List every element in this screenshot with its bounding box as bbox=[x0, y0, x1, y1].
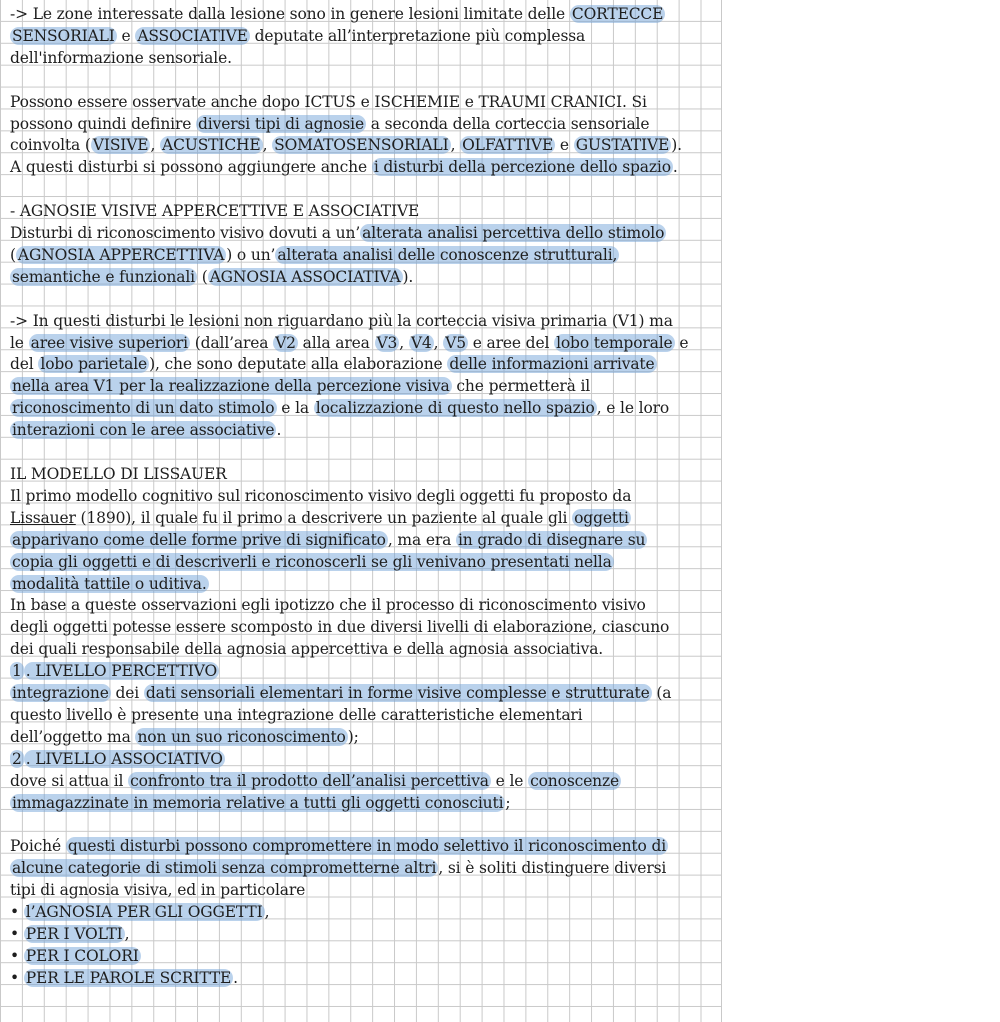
text: ); bbox=[347, 727, 359, 746]
text-line bbox=[10, 574, 710, 596]
text-line bbox=[10, 4, 710, 26]
level-number: 2 bbox=[12, 749, 22, 768]
list-item bbox=[10, 968, 710, 990]
text: ; bbox=[505, 793, 511, 812]
highlight: questi disturbi possono compromettere in modo selettivo il riconoscimento di bbox=[67, 837, 667, 856]
level-number: 1 bbox=[12, 662, 22, 681]
text-line: questo livello è presente una integrazione delle caratteristiche elementari bbox=[10, 705, 583, 724]
text-line bbox=[10, 333, 710, 355]
text-line bbox=[10, 135, 710, 157]
text: . bbox=[672, 158, 678, 177]
paragraph-lesions bbox=[10, 311, 710, 442]
highlight: diversi tipi di agnosie bbox=[198, 114, 364, 133]
highlight: nella area V1 per la realizzazione della percezione visiva bbox=[12, 377, 450, 396]
paragraph-cortical-zones bbox=[10, 4, 710, 70]
highlight: PER I COLORI bbox=[25, 946, 139, 965]
text-line bbox=[10, 157, 710, 179]
text: (a bbox=[651, 684, 672, 703]
text: e bbox=[116, 26, 136, 45]
text: che permetterà il bbox=[451, 377, 591, 396]
text: , bbox=[262, 136, 273, 155]
text: ) o un’ bbox=[226, 245, 276, 264]
text-line bbox=[10, 793, 710, 815]
highlight: GUSTATIVE bbox=[575, 136, 670, 155]
text-line: Possono essere osservate anche dopo ICTUS e ISCHEMIE e TRAUMI CRANICI. Si bbox=[10, 92, 647, 111]
blank-line bbox=[10, 289, 710, 311]
text: le bbox=[10, 333, 29, 352]
text-line: Il primo modello cognitivo sul riconoscimento visivo degli oggetti fu proposto da bbox=[10, 486, 632, 505]
highlight: lobo temporale bbox=[556, 333, 673, 352]
text: (1890), il quale fu il primo a descrivere un paziente al quale gli bbox=[75, 508, 573, 527]
text: coinvolta ( bbox=[10, 136, 91, 155]
text-line bbox=[10, 836, 710, 858]
highlight: PER I VOLTI bbox=[25, 924, 123, 943]
highlight: l’AGNOSIA PER GLI OGGETTI bbox=[25, 903, 263, 922]
paragraph-visual-agnosias bbox=[10, 201, 710, 289]
highlight: OLFATTIVE bbox=[462, 136, 554, 155]
text-line bbox=[10, 858, 710, 880]
level-heading bbox=[10, 749, 710, 771]
highlight: modalità tattile o uditiva. bbox=[12, 574, 207, 593]
text-line bbox=[10, 267, 710, 289]
text: deputate all’interpretazione più complessa bbox=[249, 26, 586, 45]
text-line bbox=[10, 771, 710, 793]
highlight: integrazione bbox=[12, 684, 109, 703]
text: ( bbox=[10, 245, 16, 264]
list-item bbox=[10, 924, 710, 946]
highlight: PER LE PAROLE SCRITTE bbox=[25, 968, 232, 987]
highlight: non un suo riconoscimento bbox=[137, 727, 346, 746]
highlight: V2 bbox=[275, 333, 296, 352]
text: (dall’area bbox=[189, 333, 274, 352]
highlight: apparivano come delle forme prive di significato bbox=[12, 530, 386, 549]
highlight: AGNOSIA ASSOCIATIVA bbox=[209, 267, 401, 286]
blank-line bbox=[10, 179, 710, 201]
text: possono quindi definire bbox=[10, 114, 197, 133]
highlight: copia gli oggetti e di descriverli e riconoscerli se gli venivano presentati nella bbox=[12, 552, 612, 571]
text: , bbox=[450, 136, 461, 155]
highlight: alcune categorie di stimoli senza comprometterne altri bbox=[12, 859, 437, 878]
highlight: in grado di disegnare su bbox=[457, 530, 646, 549]
paragraph-visual-agnosia-types bbox=[10, 836, 710, 989]
text: ( bbox=[196, 267, 208, 286]
highlight: aree visive superiori bbox=[30, 333, 188, 352]
level-title: . LIVELLO ASSOCIATIVO bbox=[25, 749, 223, 768]
text: , ma era bbox=[387, 530, 456, 549]
highlight: V3 bbox=[376, 333, 398, 352]
highlight: conoscenze bbox=[530, 771, 620, 790]
text-line: degli oggetti potesse essere scomposto in due diversi livelli di elaborazione, ciascuno bbox=[10, 618, 670, 637]
text: Poiché bbox=[10, 837, 66, 856]
text: e bbox=[674, 333, 689, 352]
text: dell’oggetto ma bbox=[10, 727, 136, 746]
blank-line bbox=[10, 442, 710, 464]
paragraph-agnosia-types bbox=[10, 92, 710, 180]
text: del bbox=[10, 355, 39, 374]
paragraph-lissauer-model bbox=[10, 464, 710, 661]
highlight: ACUSTICHE bbox=[162, 136, 261, 155]
highlight: semantiche e funzionali bbox=[12, 267, 195, 286]
underlined-name: Lissauer bbox=[10, 508, 76, 527]
highlight: alterata analisi percettiva dello stimolo bbox=[362, 224, 665, 243]
highlight: localizzazione di questo nello spazio bbox=[315, 399, 595, 418]
text: ). bbox=[671, 136, 682, 155]
list-item bbox=[10, 946, 710, 968]
text-line bbox=[10, 420, 710, 442]
highlight: SOMATOSENSORIALI bbox=[274, 136, 449, 155]
highlight: CORTECCE bbox=[571, 5, 664, 23]
text-line: tipi di agnosia visiva, ed in particolare bbox=[10, 881, 306, 900]
highlight: SENSORIALI bbox=[12, 26, 115, 45]
highlight: riconoscimento di un dato stimolo bbox=[12, 399, 275, 418]
highlight: oggetti bbox=[574, 508, 629, 527]
blank-line bbox=[10, 70, 710, 92]
text: e la bbox=[276, 399, 314, 418]
highlight: confronto tra il prodotto dell’analisi percettiva bbox=[130, 771, 489, 790]
text-line bbox=[10, 398, 710, 420]
section-heading: IL MODELLO DI LISSAUER bbox=[10, 464, 227, 483]
text-line bbox=[10, 530, 710, 552]
text: dei bbox=[110, 684, 144, 703]
highlight: alterata analisi delle conoscenze strutturali, bbox=[277, 245, 618, 264]
text: -> Le zone interessate dalla lesione sono in genere lesioni limitate delle bbox=[10, 5, 570, 23]
highlight: interazioni con le aree associative bbox=[12, 421, 275, 440]
level-title: . LIVELLO PERCETTIVO bbox=[25, 662, 218, 681]
blank-line bbox=[10, 814, 710, 836]
text-line bbox=[10, 223, 710, 245]
bullet: • bbox=[10, 946, 24, 965]
bullet: • bbox=[10, 924, 24, 943]
text: alla area bbox=[297, 333, 375, 352]
text-line: dei quali responsabile della agnosia appercettiva e della agnosia associativa. bbox=[10, 640, 604, 659]
text: . bbox=[233, 968, 238, 987]
highlight: lobo parietale bbox=[40, 355, 148, 374]
highlight: VISIVE bbox=[92, 136, 149, 155]
bullet: • bbox=[10, 903, 24, 922]
text: , si è soliti distinguere diversi bbox=[438, 859, 667, 878]
text-line: dell'informazione sensoriale. bbox=[10, 48, 232, 67]
highlight: V4 bbox=[410, 333, 432, 352]
text-line: -> In questi disturbi le lesioni non riguardano più la corteccia visiva primaria (V1) ma bbox=[10, 311, 673, 330]
text-line bbox=[10, 354, 710, 376]
text: a seconda della corteccia sensoriale bbox=[366, 114, 650, 133]
text: , bbox=[124, 924, 130, 943]
text-line bbox=[10, 508, 710, 530]
text: , e le loro bbox=[596, 399, 670, 418]
highlight: delle informazioni arrivate bbox=[449, 355, 655, 374]
highlight: AGNOSIA APPERCETTIVA bbox=[17, 245, 225, 264]
highlight: ASSOCIATIVE bbox=[137, 26, 248, 45]
text: ). bbox=[402, 267, 414, 286]
text: , bbox=[150, 136, 161, 155]
text-line bbox=[10, 114, 710, 136]
highlight: i disturbi della percezione dello spazio bbox=[373, 158, 671, 177]
text: A questi disturbi si possono aggiungere anche bbox=[10, 158, 372, 177]
text: e le bbox=[490, 771, 529, 790]
text: , bbox=[433, 333, 444, 352]
text: , bbox=[264, 903, 270, 922]
highlight: dati sensoriali elementari in forme visive complesse e strutturate bbox=[145, 684, 650, 703]
text: . bbox=[276, 421, 282, 440]
text-line bbox=[10, 376, 710, 398]
text: dove si attua il bbox=[10, 771, 129, 790]
highlight: V5 bbox=[445, 333, 466, 352]
text-line bbox=[10, 683, 710, 705]
processing-levels bbox=[10, 661, 710, 814]
text: ), che sono deputate alla elaborazione bbox=[149, 355, 448, 374]
bullet: • bbox=[10, 968, 24, 987]
notes-content bbox=[10, 4, 710, 990]
text-line bbox=[10, 245, 710, 267]
level-heading bbox=[10, 661, 710, 683]
text-line: In base a queste osservazioni egli ipotizzo che il processo di riconoscimento visivo bbox=[10, 596, 646, 615]
section-heading: - AGNOSIE VISIVE APPERCETTIVE E ASSOCIATIVE bbox=[10, 202, 420, 221]
text: Disturbi di riconoscimento visivo dovuti a un’ bbox=[10, 224, 361, 243]
text-line bbox=[10, 26, 710, 48]
text-line bbox=[10, 552, 710, 574]
highlight: immagazzinate in memoria relative a tutti gli oggetti conosciuti bbox=[12, 793, 504, 812]
text: e aree del bbox=[467, 333, 555, 352]
text-line bbox=[10, 727, 710, 749]
text: e bbox=[555, 136, 574, 155]
text: , bbox=[399, 333, 409, 352]
list-item bbox=[10, 902, 710, 924]
